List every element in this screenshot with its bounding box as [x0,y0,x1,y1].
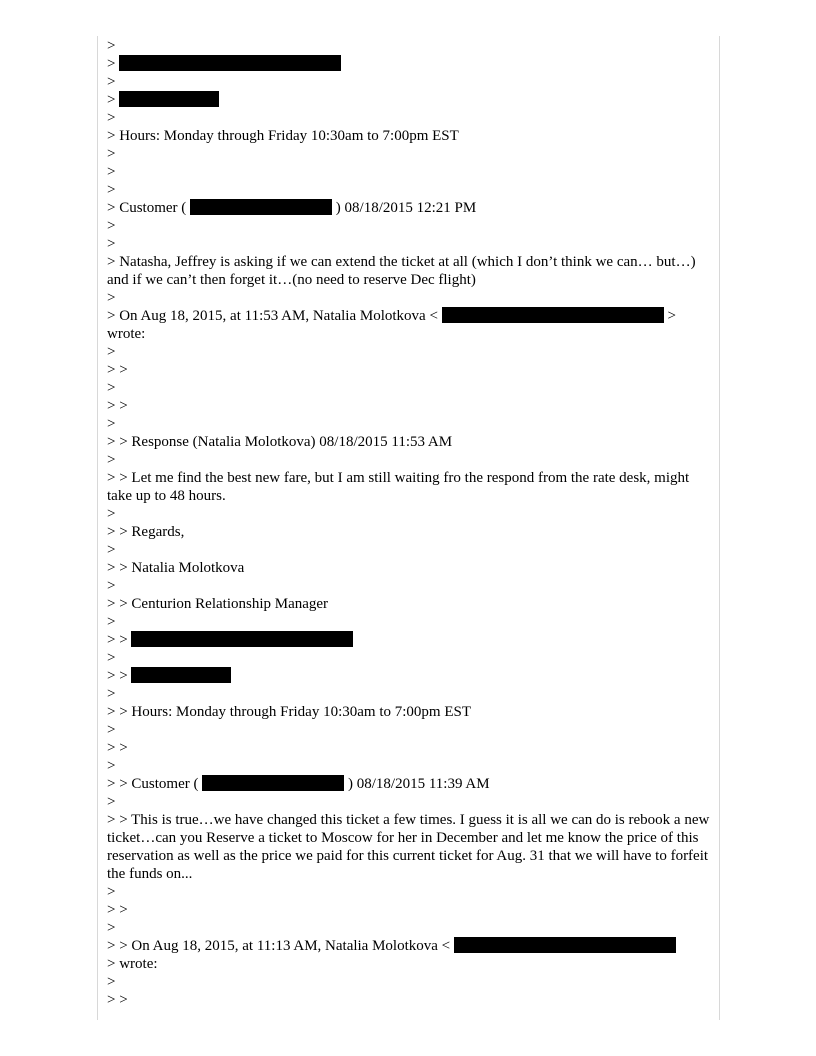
on-wrote-prefix: > On Aug 18, 2015, at 11:53 AM, Natalia Molotkova < [107,308,438,324]
quote-line: > [107,920,116,936]
email-body [107,37,711,1009]
nested-quote-line: > > [107,902,128,918]
response-header: > > Response (Natalia Molotkova) 08/18/2015 11:53 AM [107,434,453,450]
quote-line: > [107,290,116,306]
quote-line: > [107,884,116,900]
quote-marker: > [107,56,116,72]
customer-header [107,775,711,793]
redaction-bar [454,937,676,953]
redaction-bar [202,775,344,791]
quote-line: > [107,182,116,198]
signature-name: > > Natalia Molotkova [107,560,245,576]
quote-line: > [107,722,116,738]
quote-line: > [107,758,116,774]
quote-line: > [107,614,116,630]
quote-line: > [107,236,116,252]
on-wrote-text: wrote: [107,326,146,342]
customer-message: > Natasha, Jeffrey is asking if we can extend the ticket at all (which I don’t think we can… but…) and if we can’t then forget it…(no need to reserve Dec flight) [107,254,696,288]
redacted-line [107,631,711,649]
quote-line: > [107,578,116,594]
quote-line: > [107,794,116,810]
nested-quote-line: > > [107,362,128,378]
redaction-bar [131,667,231,683]
signature-title: > > Centurion Relationship Manager [107,596,329,612]
quote-line: > [107,416,116,432]
customer-timestamp: ) 08/18/2015 12:21 PM [335,200,477,216]
quote-line: > [107,344,116,360]
quote-line: > [107,146,116,162]
quote-line: > [107,110,116,126]
response-body: > > Let me find the best new fare, but I am still waiting fro the respond from the rate desk, might take up to 48 hours. [107,470,690,504]
quote-line: > [107,74,116,90]
customer-timestamp: ) 08/18/2015 11:39 AM [348,776,490,792]
right-margin-rule [719,36,720,1020]
redaction-bar [119,55,341,71]
redacted-line [107,55,711,73]
nested-quote-line: > > [107,398,128,414]
quote-marker: > [107,92,116,108]
quote-line: > [107,218,116,234]
customer-header [107,199,711,217]
quote-line: > [107,650,116,666]
hours-line: > > Hours: Monday through Friday 10:30am to 7:00pm EST [107,704,471,720]
on-wrote-line [107,307,711,343]
redaction-bar [131,631,353,647]
quote-line: > [107,380,116,396]
redacted-line [107,91,711,109]
redaction-bar [190,199,332,215]
nested-quote-marker: > > [107,632,128,648]
left-margin-rule [97,36,98,1020]
customer-message: > > This is true…we have changed this ticket a few times. I guess it is all we can do is rebook a new ticket…can you Reserve a ticket to Moscow for her in December and let me know the price of this reservation as well as the price we paid for this current ticket for Aug. 31 that we will have to forfeit the funds on... [107,812,710,882]
redaction-bar [442,307,664,323]
hours-line: > Hours: Monday through Friday 10:30am to 7:00pm EST [107,128,459,144]
redaction-bar [119,91,219,107]
on-wrote-prefix: > > On Aug 18, 2015, at 11:13 AM, Natalia Molotkova < [107,938,451,954]
nested-quote-line: > > [107,992,128,1008]
on-wrote-line [107,937,711,955]
regards-line: > > Regards, [107,524,185,540]
customer-prefix: > Customer ( [107,200,187,216]
quote-line: > [107,506,116,522]
quote-line: > [107,974,116,990]
quote-line: > [107,164,116,180]
quote-line: > [107,686,116,702]
quote-line: > [107,38,116,54]
redacted-line [107,667,711,685]
nested-quote-line: > > [107,740,128,756]
on-wrote-suffix: > [667,308,676,324]
quote-line: > [107,452,116,468]
quote-line: > [107,542,116,558]
nested-quote-marker: > > [107,668,128,684]
wrote-line: > wrote: [107,956,158,972]
customer-prefix: > > Customer ( [107,776,199,792]
